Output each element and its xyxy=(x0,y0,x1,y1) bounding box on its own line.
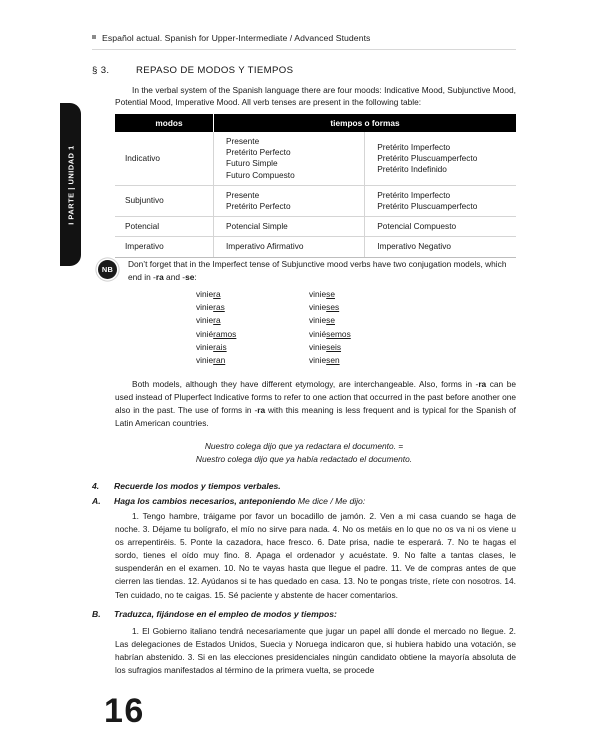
tense-item: Pretérito Perfecto xyxy=(226,147,291,158)
conjugation-row xyxy=(92,314,516,327)
tense-item: Potencial Compuesto xyxy=(377,221,457,232)
conj-stem: vinié xyxy=(309,328,327,339)
exercise-a-label: A. xyxy=(92,496,101,506)
para-part-1: Both models, although they have different etymology, are interchangeable. Also, forms in - xyxy=(132,379,479,389)
conjugation-row xyxy=(92,288,516,301)
conjugation-se-form xyxy=(309,328,412,341)
conjugation-ra-form xyxy=(196,328,309,341)
section-intro-paragraph: In the verbal system of the Spanish language there are four moods: Indicative Mood, Subjunctive Mood, Potential Mood, Imperative Mood. All verb tenses are present in the following table: xyxy=(115,85,516,108)
conj-stem: vinie xyxy=(196,289,214,299)
para-ra-1: ra xyxy=(478,379,487,389)
example-line: Nuestro colega dijo que ya redactara el documento. = xyxy=(204,441,404,451)
table-cell-tenses-a xyxy=(214,185,365,216)
running-head-text: Español actual. Spanish for Upper-Intermediate / Advanced Students xyxy=(102,33,371,43)
section-title: REPASO DE MODOS Y TIEMPOS xyxy=(136,65,294,76)
nb-badge-icon: NB xyxy=(98,260,117,279)
tense-item: Pretérito Pluscuamperfecto xyxy=(377,152,478,163)
table-row xyxy=(115,185,516,216)
tense-item: Presente xyxy=(226,136,260,146)
table-header-tiempos: tiempos o formas xyxy=(214,114,517,132)
side-tab xyxy=(60,103,81,266)
conj-stem: vinie xyxy=(309,355,327,366)
side-tab-label: I PARTE | UNIDAD 1 xyxy=(66,144,75,225)
conj-ending: ra xyxy=(213,315,221,326)
conj-ending: sen xyxy=(326,355,340,366)
both-models-paragraph xyxy=(115,378,516,430)
table-cell-tenses-b xyxy=(365,217,516,237)
tense-item: Pretérito Perfecto xyxy=(226,201,291,212)
para-part-2: can be used instead of Pluperfect Indicative forms to refer to one action that occurred in the past before another one also in the past. The use of forms in - xyxy=(115,379,516,416)
para-ra-2: ra xyxy=(257,405,266,416)
conj-ending: rais xyxy=(213,341,227,352)
table-cell-tenses-b xyxy=(365,185,516,216)
running-head xyxy=(92,33,516,43)
table-cell-tenses-b xyxy=(365,132,516,185)
tense-item: Imperativo Negativo xyxy=(377,241,452,252)
table-row xyxy=(115,237,516,257)
tense-item: Potencial Simple xyxy=(226,221,288,232)
section-heading xyxy=(92,65,293,76)
tense-item: Pretérito Imperfecto xyxy=(377,141,451,152)
tense-item: Pretérito Indefinido xyxy=(377,164,447,174)
table-cell-mood: Subjuntivo xyxy=(115,185,214,216)
conjugation-se-form xyxy=(309,341,412,354)
tense-item: Pretérito Pluscuamperfecto xyxy=(377,201,478,212)
nb-note-text xyxy=(128,258,516,283)
nb-ending-se: se xyxy=(185,271,195,282)
conj-stem: vinie xyxy=(309,315,327,326)
table-row xyxy=(115,132,516,185)
para-part-3: with this meaning is less frequent and is typical for the Spanish of Latin American countries. xyxy=(115,405,516,429)
tense-item: Futuro Compuesto xyxy=(226,169,295,180)
conjugation-ra-form xyxy=(196,288,309,301)
table-header-modos: modos xyxy=(115,114,214,132)
conjugation-se-form xyxy=(309,288,412,301)
conj-ending: seis xyxy=(326,341,342,352)
tense-item: Pretérito Imperfecto xyxy=(377,189,451,200)
conj-stem: vinie xyxy=(309,289,327,299)
exercise-a-heading xyxy=(92,496,516,506)
conj-stem: vinié xyxy=(196,328,214,339)
conj-ending: ran xyxy=(213,355,226,366)
table-header-row xyxy=(115,114,516,132)
conj-ending: ses xyxy=(326,302,340,313)
tense-item: Futuro Simple xyxy=(226,158,278,169)
conjugation-se-form xyxy=(309,354,412,367)
conjugation-ra-form xyxy=(196,301,309,314)
exercise-4-label: 4. xyxy=(92,481,100,491)
table-cell-mood: Indicativo xyxy=(115,132,214,185)
conjugation-row xyxy=(92,328,516,341)
conj-ending: se xyxy=(326,289,335,299)
tense-item: Imperativo Afirmativo xyxy=(226,241,304,252)
conjugation-row xyxy=(92,354,516,367)
page-number: 16 xyxy=(104,692,145,730)
page-content xyxy=(92,0,516,750)
conjugation-row xyxy=(92,341,516,354)
section-number: § 3. xyxy=(92,65,110,76)
square-bullet-icon xyxy=(92,35,96,39)
conj-stem: vinie xyxy=(196,315,214,326)
exercise-a-title: Haga los cambios necesarios, anteponiendo xyxy=(114,496,298,506)
exercise-b-title: Traduzca, fijándose en el empleo de modos y tiempos: xyxy=(114,609,337,619)
exercise-b-heading xyxy=(92,609,516,619)
conjugation-ra-form xyxy=(196,354,309,367)
conjugation-row xyxy=(92,301,516,314)
nb-text-mid: and - xyxy=(163,271,186,282)
conjugation-se-form xyxy=(309,301,412,314)
conj-ending: ras xyxy=(213,302,225,313)
conjugation-ra-form xyxy=(196,314,309,327)
table-cell-tenses-b xyxy=(365,237,516,257)
conj-ending: ra xyxy=(213,289,221,299)
conj-ending: semos xyxy=(326,328,351,339)
example-sentences xyxy=(92,440,516,466)
exercise-a-title-plain: Me dice / Me dijo: xyxy=(297,496,366,506)
exercise-a-body: 1. Tengo hambre, tráigame por favor un bocadillo de jamón. 2. Ven a mi casa cuando se haga de noche. 3. Déjame tu bolígrafo, el mío no sirve para nada. 4. No os metáis en lo que no os va ni os viene u os arrepentiréis. 5. Ponte la cazadora, hace fresco. 6. Date prisa, nadie te esperará. 7. No te hagas el sordo, tienes el oído muy fino. 8. Apaga el ordenador y acuéstate. 9. No falte a tantas clases, le suspenderán en el examen. 10. No te vayas hasta que llegue el padre. 11. Ve de compras antes de que cierren las tiendas. 12. Ayúdanos si te has quedado en casa. 13. No te pongas triste, ríete con nosotros. 14. Ten cuidado, no te caigas. 15. Sé paciente y abstente de hacer comentarios. xyxy=(115,511,516,600)
conjugation-se-form xyxy=(309,314,412,327)
exercise-b-body: 1. El Gobierno italiano tendrá necesariamente que jugar un papel allí donde el mercado no llegue. 2. Las delegaciones de Estados Unidos, Suecia y Noruega indicaron que, si hubiera habido una votación, se habrían abstenido. 3. Si en las elecciones presidenciales ningún candidato obtiene la mayoría absoluta de los sufragios manifestados al término de la primera vuelta, se procede xyxy=(115,626,516,676)
exercise-4-title: Recuerde los modos y tiempos verbales. xyxy=(114,481,281,491)
table-cell-tenses-a xyxy=(214,132,365,185)
nb-text-after: : xyxy=(194,271,197,282)
conj-stem: vinie xyxy=(309,341,327,352)
tense-item: Presente xyxy=(226,189,260,200)
conj-stem: vinie xyxy=(309,302,327,313)
table-cell-tenses-a xyxy=(214,237,365,257)
table-row xyxy=(115,217,516,237)
example-line: Nuestro colega dijo que ya había redactado el documento. xyxy=(195,454,413,464)
conj-ending: se xyxy=(326,315,335,326)
exercise-4-heading xyxy=(92,481,516,491)
table-cell-mood: Imperativo xyxy=(115,237,214,257)
table-cell-tenses-a xyxy=(214,217,365,237)
conj-stem: vinie xyxy=(196,355,214,366)
table-cell-mood: Potencial xyxy=(115,217,214,237)
nb-text-before: Don’t forget that in the Imperfect tense of Subjunctive mood verbs have two conjugation models, which end in - xyxy=(128,259,507,282)
header-divider xyxy=(92,49,516,50)
conjugation-list xyxy=(92,288,516,367)
nb-ending-ra: ra xyxy=(155,271,164,282)
exercise-b-label: B. xyxy=(92,609,101,619)
conj-ending: ramos xyxy=(213,328,237,339)
conj-stem: vinie xyxy=(196,302,214,313)
moods-tenses-table xyxy=(115,114,516,258)
conjugation-ra-form xyxy=(196,341,309,354)
conj-stem: vinie xyxy=(196,341,214,352)
